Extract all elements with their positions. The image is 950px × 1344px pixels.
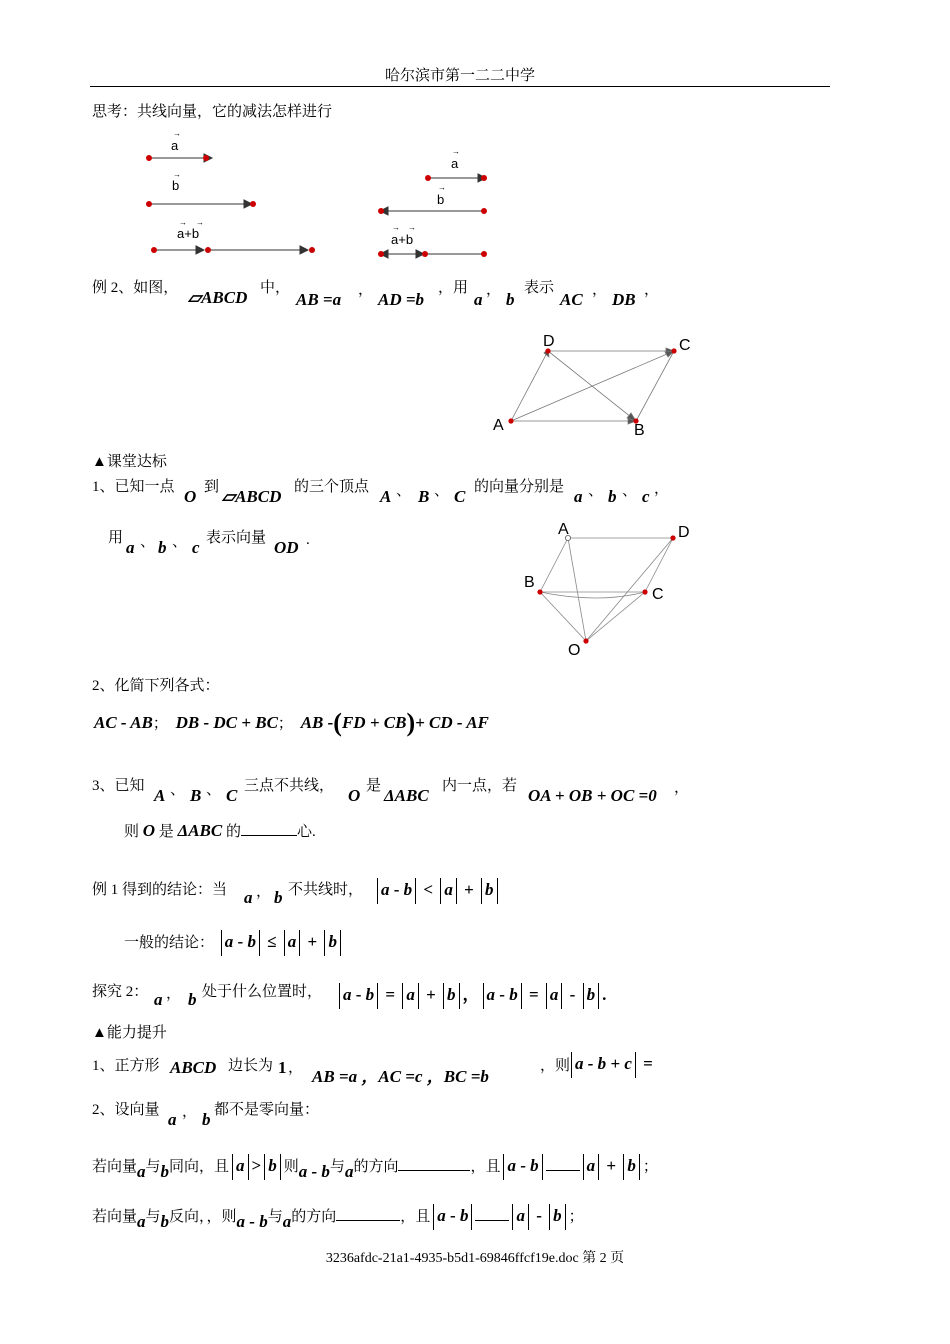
svg-text:B: B	[524, 574, 535, 591]
svg-text:a+b: a+b	[177, 226, 200, 241]
ability-q2-same: 若向量a与b同向，且 a > b 则a - b与a的方向 ，且 a - b a + b ；	[92, 1155, 658, 1181]
ability-q2: 2、设向量 a ， b 都不是零向量：	[92, 1102, 320, 1129]
fill-blank[interactable]	[398, 1170, 470, 1171]
goal-q3-line1: 3、已知 A 、 B 、 C 三点不共线， O 是 ΔABC 内一点，若 OA + OB + OC =0 ，	[92, 778, 690, 805]
conclusion-general: 一般的结论： a - b ≤ a + b	[124, 930, 344, 956]
goal-q2-text: 2、化简下列各式：	[92, 678, 220, 694]
goal-q1-line2: 用 a 、 b 、 c 表示向量 OD .	[108, 530, 310, 557]
collinear-subtraction-figure	[370, 146, 500, 262]
svg-text:A: A	[493, 417, 504, 434]
fill-blank[interactable]	[241, 835, 297, 836]
svg-text:→: →	[452, 147, 460, 156]
svg-text:b: b	[437, 192, 445, 207]
svg-text:B: B	[634, 422, 645, 439]
goal-q3-line2: 则 O 是 ΔABC 的 心.	[124, 821, 316, 840]
svg-text:C: C	[679, 337, 691, 354]
page-header-school: 哈尔滨市第一二二中学	[384, 68, 535, 84]
svg-text:→: →	[408, 223, 416, 232]
footer-page-number: 第 2 页	[582, 1251, 625, 1266]
arrowhead-icon	[300, 246, 308, 254]
parallelogram-abcd-figure	[488, 330, 698, 440]
svg-text:→: →	[179, 218, 187, 227]
example2-line: 例 2、如图， ▱ABCD 中， AB =a ， AD =b ，用 a ， b 表示 AC ， DB ，	[92, 280, 660, 309]
svg-text:→: →	[392, 223, 400, 232]
goal-q2-expressions: AC - AB； DB - DC + BC； AB -(FD + CB)+ CD - AF	[94, 708, 489, 737]
svg-text:D: D	[678, 524, 690, 541]
svg-text:O: O	[568, 642, 581, 659]
page-footer	[0, 1247, 950, 1267]
collinear-addition-figure	[140, 126, 330, 262]
section-ability-title: ▲能力提升	[92, 1025, 167, 1041]
svg-text:b: b	[172, 178, 180, 193]
ability-q1: 1、正方形 ABCD 边长为 1 ， AB =a ，AC =c ，BC =b ，则 a - b + c =	[92, 1053, 653, 1086]
svg-text:A: A	[558, 521, 569, 538]
ability-q2-opposite: 若向量a与b反向，，则a - b与a的方向 ，且 a - b a - b ；	[92, 1205, 584, 1231]
point-o-parallelogram-figure	[518, 518, 698, 660]
fill-blank[interactable]	[475, 1220, 509, 1221]
header-rule	[90, 86, 830, 87]
svg-text:→: →	[173, 129, 181, 138]
arrowhead-icon	[196, 246, 204, 254]
svg-text:a: a	[171, 138, 179, 153]
think-text: 思考：共线向量，它的减法怎样进行	[92, 104, 333, 120]
fill-blank[interactable]	[336, 1220, 400, 1221]
svg-text:→: →	[438, 183, 446, 192]
svg-text:→: →	[173, 170, 181, 179]
explore2-line: 探究 2： a ， b 处于什么位置时， a - b = a + b ， a - b = a - b .	[92, 984, 607, 1009]
footer-filename: 3236afdc-21a1-4935-b5d1-69846ffcf19e.doc	[325, 1251, 579, 1266]
fill-blank[interactable]	[546, 1170, 580, 1171]
svg-text:C: C	[652, 586, 664, 603]
conclusion-line1: 例 1 得到的结论：当 a ， b 不共线时， a - b < a + b	[92, 878, 227, 899]
section-class-goal-title: ▲课堂达标	[92, 454, 167, 470]
svg-text:a+b: a+b	[391, 232, 414, 247]
svg-text:a: a	[451, 156, 459, 171]
svg-text:→: →	[196, 218, 204, 227]
svg-text:D: D	[543, 333, 555, 350]
goal-q1-line1: 1、已知一点 O 到 ▱ABCD 的三个顶点 A 、 B 、 C 的向量分别是 a 、 b 、 c ，	[92, 479, 670, 506]
